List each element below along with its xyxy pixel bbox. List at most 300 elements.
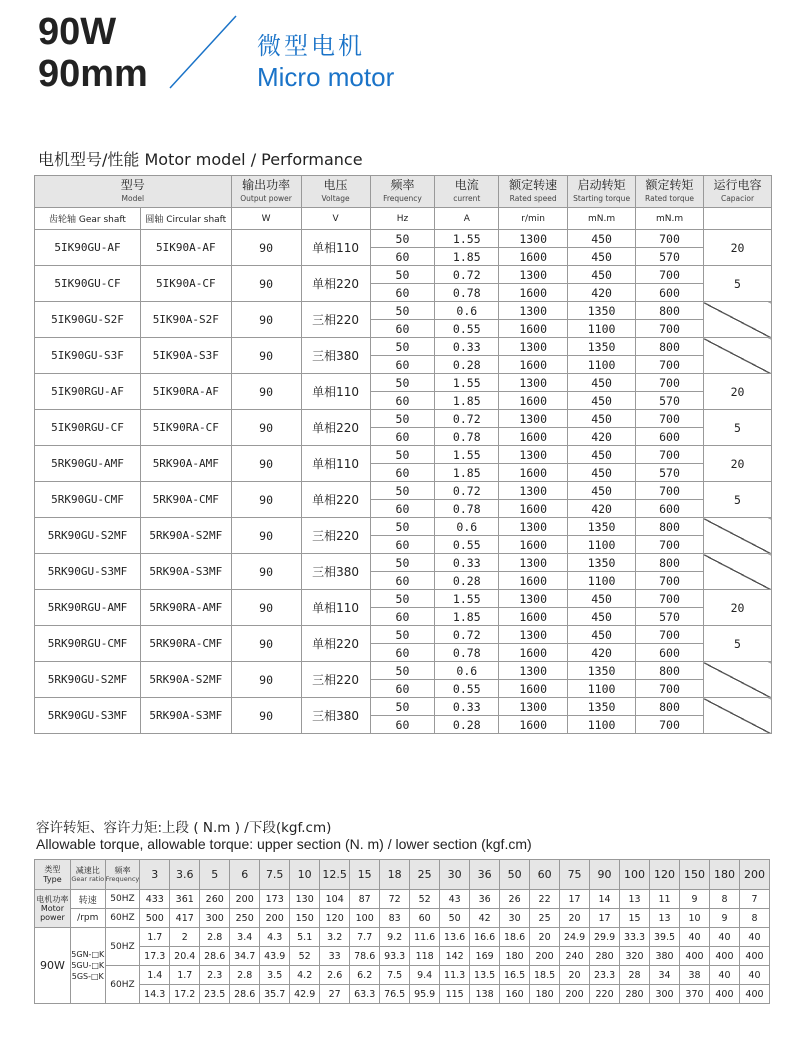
torque-value: 13.6 — [440, 928, 470, 947]
gear-shaft-model: 5RK90GU-S3MF — [35, 698, 141, 734]
current: 0.33 — [435, 698, 499, 716]
voltage: 三相220 — [301, 518, 370, 554]
torque-value: 6.2 — [350, 966, 380, 985]
gear-shaft-model: 5IK90GU-S3F — [35, 338, 141, 374]
frequency: 60 — [370, 500, 435, 518]
rated-speed: 1300 — [499, 374, 568, 392]
torque-value: 40 — [739, 928, 769, 947]
torque-value: 17.3 — [140, 947, 170, 966]
torque-value: 11.6 — [410, 928, 440, 947]
ratio-header: 36 — [470, 860, 500, 890]
table-row — [35, 374, 772, 392]
torque-value: 4.2 — [290, 966, 320, 985]
rated-torque: 700 — [636, 266, 704, 284]
starting-torque: 1100 — [568, 680, 636, 698]
current: 0.28 — [435, 716, 499, 734]
torque-value: 7.7 — [350, 928, 380, 947]
speed-value: 17 — [590, 909, 620, 928]
frequency: 60 — [370, 284, 435, 302]
unit-gear-shaft: 齿轮轴 Gear shaft — [35, 208, 141, 230]
starting-torque: 450 — [568, 464, 636, 482]
frequency: 60 — [370, 608, 435, 626]
speed-value: 120 — [320, 909, 350, 928]
speed-row — [35, 909, 770, 928]
current: 0.6 — [435, 518, 499, 536]
torque-value: 14.3 — [140, 985, 170, 1004]
capacitor: 20 — [703, 590, 771, 626]
current: 1.55 — [435, 374, 499, 392]
rated-speed: 1600 — [499, 572, 568, 590]
header-frequency: 频率 Frequency — [370, 176, 435, 208]
rated-speed: 1300 — [499, 338, 568, 356]
torque-value: 240 — [560, 947, 590, 966]
rated-torque: 700 — [636, 320, 704, 338]
header-output: 输出功率 Output power — [231, 176, 301, 208]
header-rated-torque: 额定转矩 Rated torque — [636, 176, 704, 208]
torque-value: 180 — [500, 947, 530, 966]
speed-value: 9 — [680, 890, 710, 909]
unit-frequency: Hz — [370, 208, 435, 230]
capacitor-none — [703, 662, 771, 698]
ratio-header: 7.5 — [260, 860, 290, 890]
rated-speed: 1300 — [499, 590, 568, 608]
torque-value: 118 — [410, 947, 440, 966]
torque-value: 160 — [500, 985, 530, 1004]
gear-types: 5GN-□K 5GU-□K 5GS-□K — [70, 928, 105, 1004]
torque-title-cn: 容许转矩、容许力矩:上段 ( N.m ) /下段(kgf.cm) — [36, 820, 332, 836]
current: 0.6 — [435, 662, 499, 680]
table-row — [35, 698, 772, 716]
current: 1.55 — [435, 446, 499, 464]
frequency: 50 — [370, 266, 435, 284]
torque-value: 280 — [590, 947, 620, 966]
capacitor-none — [703, 338, 771, 374]
speed-value: 260 — [200, 890, 230, 909]
header-starting-torque: 启动转矩 Starting torque — [568, 176, 636, 208]
torque-value: 169 — [470, 947, 500, 966]
torque-value: 5.1 — [290, 928, 320, 947]
current: 0.78 — [435, 428, 499, 446]
rated-torque: 800 — [636, 302, 704, 320]
frequency: 50 — [370, 698, 435, 716]
gear-shaft-model: 5RK90GU-S3MF — [35, 554, 141, 590]
voltage: 三相220 — [301, 662, 370, 698]
rated-speed: 1300 — [499, 554, 568, 572]
speed-value: 36 — [470, 890, 500, 909]
output-power: 90 — [231, 518, 301, 554]
current: 1.85 — [435, 392, 499, 410]
torque-value: 2.8 — [200, 928, 230, 947]
torque-value: 95.9 — [410, 985, 440, 1004]
rated-speed: 1600 — [499, 680, 568, 698]
speed-value: 43 — [440, 890, 470, 909]
voltage: 单相110 — [301, 590, 370, 626]
starting-torque: 450 — [568, 410, 636, 428]
ratio-header: 12.5 — [320, 860, 350, 890]
starting-torque: 1100 — [568, 536, 636, 554]
frequency: 50 — [370, 554, 435, 572]
rated-speed: 1600 — [499, 392, 568, 410]
frequency: 50 — [370, 590, 435, 608]
torque-value: 27 — [320, 985, 350, 1004]
torque-value: 300 — [650, 985, 680, 1004]
torque-value: 38 — [680, 966, 710, 985]
voltage: 三相380 — [301, 338, 370, 374]
current: 1.85 — [435, 608, 499, 626]
current: 0.33 — [435, 338, 499, 356]
torque-value: 40 — [709, 966, 739, 985]
torque-value: 9.4 — [410, 966, 440, 985]
ratio-header: 200 — [739, 860, 769, 890]
torque-value: 42.9 — [290, 985, 320, 1004]
speed-value: 87 — [350, 890, 380, 909]
output-power: 90 — [231, 590, 301, 626]
gear-shaft-model: 5IK90GU-CF — [35, 266, 141, 302]
table-row — [35, 230, 772, 248]
frequency: 60 — [370, 356, 435, 374]
torque-power: 90W — [35, 928, 71, 1004]
frequency: 50 — [370, 518, 435, 536]
torque-value: 380 — [650, 947, 680, 966]
torque-value: 16.6 — [470, 928, 500, 947]
torque-value: 43.9 — [260, 947, 290, 966]
current: 0.55 — [435, 680, 499, 698]
unit-current: A — [435, 208, 499, 230]
starting-torque: 1350 — [568, 554, 636, 572]
voltage: 单相220 — [301, 266, 370, 302]
torque-value: 3.2 — [320, 928, 350, 947]
rated-torque: 800 — [636, 518, 704, 536]
output-power: 90 — [231, 230, 301, 266]
rated-speed: 1600 — [499, 644, 568, 662]
speed-value: 300 — [200, 909, 230, 928]
current: 1.55 — [435, 230, 499, 248]
rated-speed: 1300 — [499, 266, 568, 284]
performance-title: 电机型号/性能 Motor model / Performance — [38, 150, 363, 169]
circular-shaft-model: 5IK90A-AF — [141, 230, 232, 266]
rated-speed: 1300 — [499, 302, 568, 320]
torque-value: 93.3 — [380, 947, 410, 966]
rated-torque: 700 — [636, 536, 704, 554]
rated-torque: 700 — [636, 410, 704, 428]
starting-torque: 450 — [568, 608, 636, 626]
torque-value: 370 — [680, 985, 710, 1004]
rated-torque: 700 — [636, 716, 704, 734]
starting-torque: 450 — [568, 266, 636, 284]
gear-shaft-model: 5RK90RGU-AMF — [35, 590, 141, 626]
table-row — [35, 590, 772, 608]
frequency: 60 — [370, 392, 435, 410]
table-row — [35, 266, 772, 284]
voltage: 三相220 — [301, 302, 370, 338]
torque-value: 400 — [709, 985, 739, 1004]
rated-speed: 1600 — [499, 716, 568, 734]
torque-value: 52 — [290, 947, 320, 966]
rated-speed: 1600 — [499, 320, 568, 338]
speed-value: 11 — [650, 890, 680, 909]
starting-torque: 450 — [568, 374, 636, 392]
torque-value: 28.6 — [230, 985, 260, 1004]
voltage: 单相220 — [301, 482, 370, 518]
speed-value: 417 — [170, 909, 200, 928]
rated-speed: 1600 — [499, 284, 568, 302]
torque-value: 200 — [560, 985, 590, 1004]
capacitor: 5 — [703, 410, 771, 446]
speed-value: 72 — [380, 890, 410, 909]
rated-speed: 1600 — [499, 356, 568, 374]
rated-speed: 1600 — [499, 428, 568, 446]
rated-speed: 1300 — [499, 410, 568, 428]
torque-row — [35, 966, 770, 985]
circular-shaft-model: 5IK90A-S3F — [141, 338, 232, 374]
starting-torque: 1350 — [568, 302, 636, 320]
capacitor-none — [703, 518, 771, 554]
torque-value: 20.4 — [170, 947, 200, 966]
starting-torque: 420 — [568, 428, 636, 446]
speed-value: 8 — [709, 890, 739, 909]
starting-torque: 1100 — [568, 716, 636, 734]
rated-torque: 800 — [636, 338, 704, 356]
gear-shaft-model: 5RK90GU-CMF — [35, 482, 141, 518]
torque-value: 16.5 — [500, 966, 530, 985]
header-capacitor: 运行电容 Capacior — [703, 176, 771, 208]
frequency: 60 — [370, 572, 435, 590]
current: 1.55 — [435, 590, 499, 608]
torque-value: 76.5 — [380, 985, 410, 1004]
frequency: 60 — [370, 680, 435, 698]
rated-speed: 1600 — [499, 248, 568, 266]
current: 1.85 — [435, 248, 499, 266]
circular-shaft-model: 5RK90A-S3MF — [141, 698, 232, 734]
torque-value: 400 — [739, 947, 769, 966]
torque-value: 23.3 — [590, 966, 620, 985]
rated-torque: 570 — [636, 248, 704, 266]
circular-shaft-model: 5RK90RA-CMF — [141, 626, 232, 662]
ratio-header: 50 — [500, 860, 530, 890]
output-power: 90 — [231, 446, 301, 482]
unit-start-torque: mN.m — [568, 208, 636, 230]
torque-row — [35, 985, 770, 1004]
speed-value: 14 — [590, 890, 620, 909]
gear-shaft-model: 5IK90RGU-CF — [35, 410, 141, 446]
torque-value: 1.7 — [140, 928, 170, 947]
torque-value: 40 — [739, 966, 769, 985]
torque-value: 9.2 — [380, 928, 410, 947]
gear-shaft-model: 5IK90GU-AF — [35, 230, 141, 266]
speed-value: 52 — [410, 890, 440, 909]
capacitor: 20 — [703, 446, 771, 482]
torque-value: 33.3 — [620, 928, 650, 947]
table-row — [35, 518, 772, 536]
current: 1.85 — [435, 464, 499, 482]
output-power: 90 — [231, 266, 301, 302]
rated-torque: 570 — [636, 392, 704, 410]
current: 0.6 — [435, 302, 499, 320]
torque-value: 3.4 — [230, 928, 260, 947]
gear-shaft-model: 5RK90GU-AMF — [35, 446, 141, 482]
torque-value: 11.3 — [440, 966, 470, 985]
torque-value: 2 — [170, 928, 200, 947]
torque-value: 2.8 — [230, 966, 260, 985]
torque-value: 115 — [440, 985, 470, 1004]
rated-speed: 1600 — [499, 500, 568, 518]
current: 0.28 — [435, 356, 499, 374]
starting-torque: 1350 — [568, 518, 636, 536]
rated-torque: 600 — [636, 284, 704, 302]
speed-unit: 转速 — [70, 890, 105, 909]
rated-torque: 700 — [636, 446, 704, 464]
table-row — [35, 338, 772, 356]
ratio-header: 10 — [290, 860, 320, 890]
starting-torque: 1100 — [568, 356, 636, 374]
capacitor-none — [703, 302, 771, 338]
circular-shaft-model: 5RK90RA-AMF — [141, 590, 232, 626]
capacitor-none — [703, 698, 771, 734]
speed-value: 20 — [560, 909, 590, 928]
current: 0.72 — [435, 266, 499, 284]
size-heading: 90mm — [38, 53, 148, 95]
starting-torque: 1350 — [568, 662, 636, 680]
speed-frequency: 50HZ — [105, 890, 140, 909]
voltage: 三相380 — [301, 554, 370, 590]
ratio-header: 15 — [350, 860, 380, 890]
starting-torque: 420 — [568, 284, 636, 302]
speed-value: 361 — [170, 890, 200, 909]
frequency: 50 — [370, 662, 435, 680]
torque-row — [35, 947, 770, 966]
table-row — [35, 626, 772, 644]
gear-shaft-model: 5IK90RGU-AF — [35, 374, 141, 410]
speed-value: 22 — [530, 890, 560, 909]
header-voltage: 电压 Voltage — [301, 176, 370, 208]
torque-value: 17.2 — [170, 985, 200, 1004]
ratio-header: 180 — [709, 860, 739, 890]
capacitor: 5 — [703, 626, 771, 662]
rated-torque: 570 — [636, 608, 704, 626]
ratio-header: 60 — [530, 860, 560, 890]
torque-value: 2.3 — [200, 966, 230, 985]
output-power: 90 — [231, 482, 301, 518]
frequency: 50 — [370, 338, 435, 356]
speed-value: 25 — [530, 909, 560, 928]
rated-speed: 1600 — [499, 536, 568, 554]
header-current: 电流 current — [435, 176, 499, 208]
ratio-header: 90 — [590, 860, 620, 890]
starting-torque: 450 — [568, 482, 636, 500]
circular-shaft-model: 5IK90A-S2F — [141, 302, 232, 338]
current: 0.78 — [435, 284, 499, 302]
voltage: 单相220 — [301, 410, 370, 446]
output-power: 90 — [231, 410, 301, 446]
torque-value: 20 — [530, 928, 560, 947]
ratio-header: 30 — [440, 860, 470, 890]
circular-shaft-model: 5RK90A-S3MF — [141, 554, 232, 590]
gear-shaft-model: 5IK90GU-S2F — [35, 302, 141, 338]
frequency: 60 — [370, 428, 435, 446]
starting-torque: 450 — [568, 392, 636, 410]
speed-value: 30 — [500, 909, 530, 928]
rated-torque: 600 — [636, 428, 704, 446]
output-power: 90 — [231, 302, 301, 338]
torque-value: 400 — [709, 947, 739, 966]
current: 0.78 — [435, 500, 499, 518]
circular-shaft-model: 5RK90A-S2MF — [141, 518, 232, 554]
torque-value: 20 — [560, 966, 590, 985]
speed-value: 83 — [380, 909, 410, 928]
torque-value: 40 — [680, 928, 710, 947]
motor-power-label: 电机功率 Motor power — [35, 890, 71, 928]
rated-torque: 700 — [636, 572, 704, 590]
voltage: 单相110 — [301, 374, 370, 410]
table-row — [35, 410, 772, 428]
starting-torque: 450 — [568, 590, 636, 608]
unit-voltage: V — [301, 208, 370, 230]
output-power: 90 — [231, 554, 301, 590]
circular-shaft-model: 5RK90A-AMF — [141, 446, 232, 482]
rated-torque: 700 — [636, 230, 704, 248]
speed-value: 130 — [290, 890, 320, 909]
torque-value: 39.5 — [650, 928, 680, 947]
torque-value: 40 — [709, 928, 739, 947]
voltage: 单相110 — [301, 230, 370, 266]
current: 0.72 — [435, 626, 499, 644]
torque-value: 24.9 — [560, 928, 590, 947]
voltage: 三相380 — [301, 698, 370, 734]
table-row — [35, 302, 772, 320]
torque-value: 29.9 — [590, 928, 620, 947]
speed-row — [35, 890, 770, 909]
speed-value: 7 — [739, 890, 769, 909]
starting-torque: 1100 — [568, 572, 636, 590]
rated-torque: 700 — [636, 590, 704, 608]
circular-shaft-model: 5IK90A-CF — [141, 266, 232, 302]
output-power: 90 — [231, 626, 301, 662]
current: 0.78 — [435, 644, 499, 662]
frequency: 50 — [370, 410, 435, 428]
speed-value: 13 — [620, 890, 650, 909]
rated-speed: 1600 — [499, 464, 568, 482]
unit-rated-torque: mN.m — [636, 208, 704, 230]
rated-speed: 1300 — [499, 446, 568, 464]
starting-torque: 420 — [568, 500, 636, 518]
torque-value: 142 — [440, 947, 470, 966]
speed-value: 104 — [320, 890, 350, 909]
frequency: 60 — [370, 536, 435, 554]
torque-value: 18.5 — [530, 966, 560, 985]
frequency: 60 — [370, 464, 435, 482]
frequency: 50 — [370, 374, 435, 392]
torque-value: 23.5 — [200, 985, 230, 1004]
torque-frequency: 60HZ — [105, 966, 140, 1004]
circular-shaft-model: 5IK90RA-CF — [141, 410, 232, 446]
torque-value: 3.5 — [260, 966, 290, 985]
rated-torque: 800 — [636, 554, 704, 572]
table-row — [35, 554, 772, 572]
ratio-header: 5 — [200, 860, 230, 890]
speed-value: 200 — [260, 909, 290, 928]
speed-value: 250 — [230, 909, 260, 928]
frequency: 50 — [370, 302, 435, 320]
output-power: 90 — [231, 698, 301, 734]
rated-torque: 700 — [636, 356, 704, 374]
speed-value: 200 — [230, 890, 260, 909]
unit-circular-shaft: 圆轴 Circular shaft — [141, 208, 232, 230]
torque-value: 34.7 — [230, 947, 260, 966]
torque-value: 1.4 — [140, 966, 170, 985]
current: 0.55 — [435, 320, 499, 338]
torque-value: 400 — [680, 947, 710, 966]
speed-value: 60 — [410, 909, 440, 928]
